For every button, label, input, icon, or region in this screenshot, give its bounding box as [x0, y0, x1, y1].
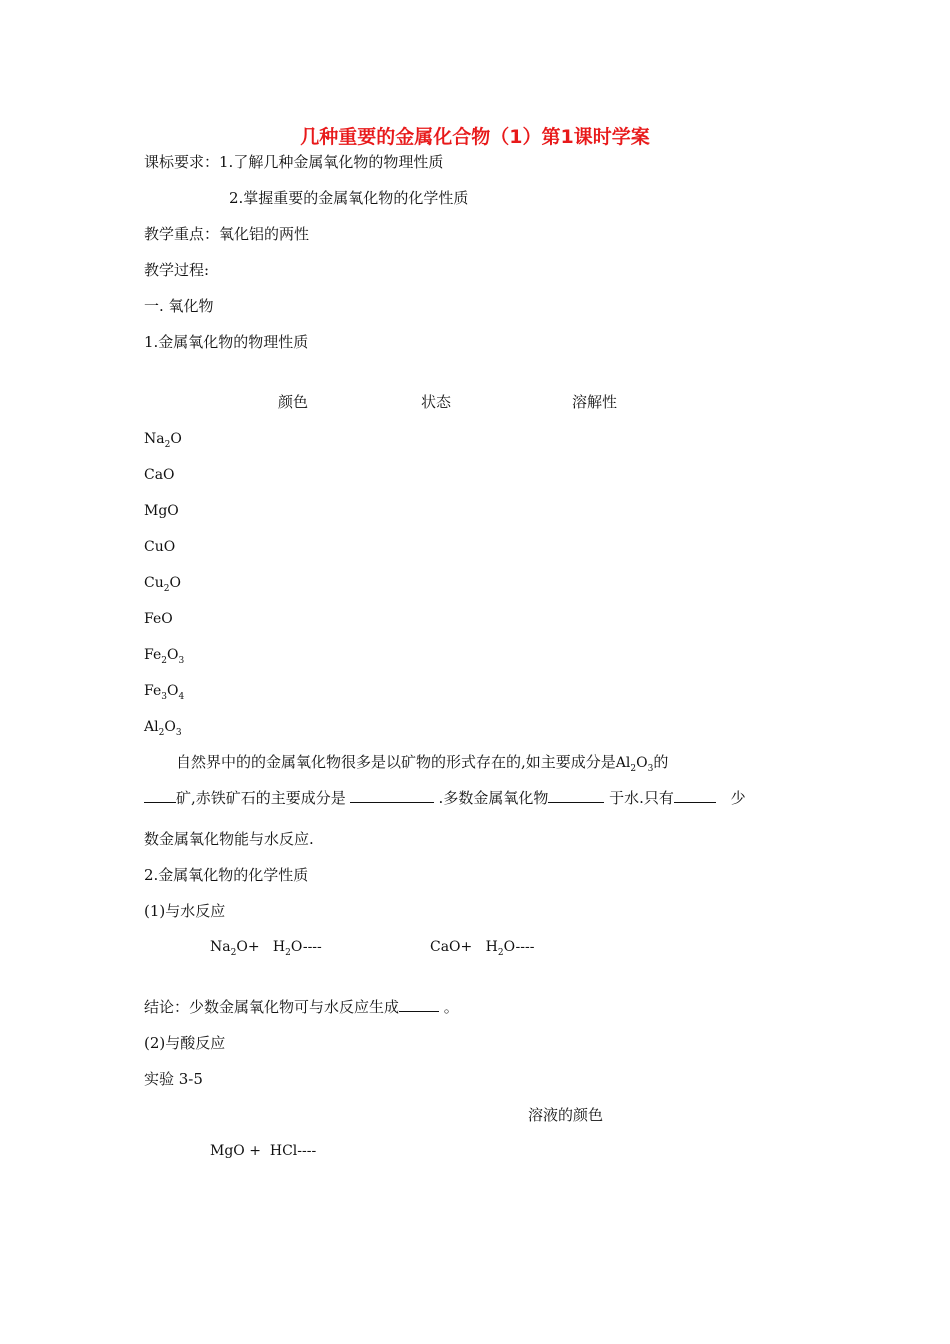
row-cuo: CuO — [144, 539, 176, 555]
standards-item-2: 2.掌握重要的金属氧化物的化学性质 — [229, 189, 469, 207]
row-cu2o: $Cu_2O$ — [144, 575, 181, 594]
blank-conclusion[interactable] — [399, 997, 439, 1012]
paragraph-line-3: 数金属氧化物能与水反应. — [144, 830, 314, 848]
row-mgo: MgO — [144, 503, 179, 519]
table-header-state: 状态 — [421, 393, 452, 411]
page-title: 几种重要的金属化合物（1）第1课时学案 — [300, 126, 650, 148]
solution-color-header: 溶液的颜色 — [528, 1106, 604, 1124]
equation-na2o-water: $Na_2O+ H_2O----$ — [210, 939, 322, 958]
experiment-label: 实验 3-5 — [144, 1070, 203, 1088]
process-label: 教学过程: — [144, 261, 210, 279]
blank-bauxite[interactable] — [144, 788, 176, 803]
equation-mgo-hcl: MgO + HCl---- — [210, 1143, 317, 1159]
water-reaction-label: (1)与水反应 — [144, 902, 226, 920]
blank-hematite[interactable] — [350, 788, 434, 803]
subsection-chemical: 2.金属氧化物的化学性质 — [144, 866, 309, 884]
focus-label: 教学重点： — [144, 225, 220, 243]
row-al2o3: $Al_2O_3$ — [144, 719, 182, 738]
focus-text: 氧化铝的两性 — [219, 225, 310, 243]
acid-reaction-label: (2)与酸反应 — [144, 1034, 226, 1052]
row-fe2o3: $Fe_2O_3$ — [144, 647, 185, 666]
paragraph-line-2: 矿,赤铁矿石的主要成分是 .多数金属氧化物 于水.只有 少 — [144, 788, 746, 808]
blank-solubility[interactable] — [548, 788, 604, 803]
row-feo: FeO — [144, 611, 173, 627]
subsection-physical: 1.金属氧化物的物理性质 — [144, 333, 309, 351]
equation-cao-water: $CaO+ H_2O----$ — [430, 939, 535, 958]
conclusion-line: 结论：少数金属氧化物可与水反应生成 。 — [144, 998, 459, 1016]
focus-line — [144, 224, 309, 244]
blank-few[interactable] — [674, 788, 716, 803]
paragraph-line-1: 自然界中的的金属氧化物很多是以矿物的形式存在的,如主要成分是$Al_2O_3$的 — [176, 753, 669, 774]
row-cao: CaO — [144, 467, 175, 483]
table-header-solubility: 溶解性 — [572, 393, 618, 411]
row-na2o: $Na_2O$ — [144, 431, 182, 450]
table-header-color: 颜色 — [278, 393, 309, 411]
standards-item-1: 1.了解几种金属氧化物的物理性质 — [219, 153, 444, 171]
section-oxides: 一. 氧化物 — [144, 297, 214, 315]
standards-label: 课标要求： — [144, 153, 220, 171]
standards-line-1 — [144, 152, 443, 172]
row-fe3o4: $Fe_3O_4$ — [144, 683, 185, 702]
